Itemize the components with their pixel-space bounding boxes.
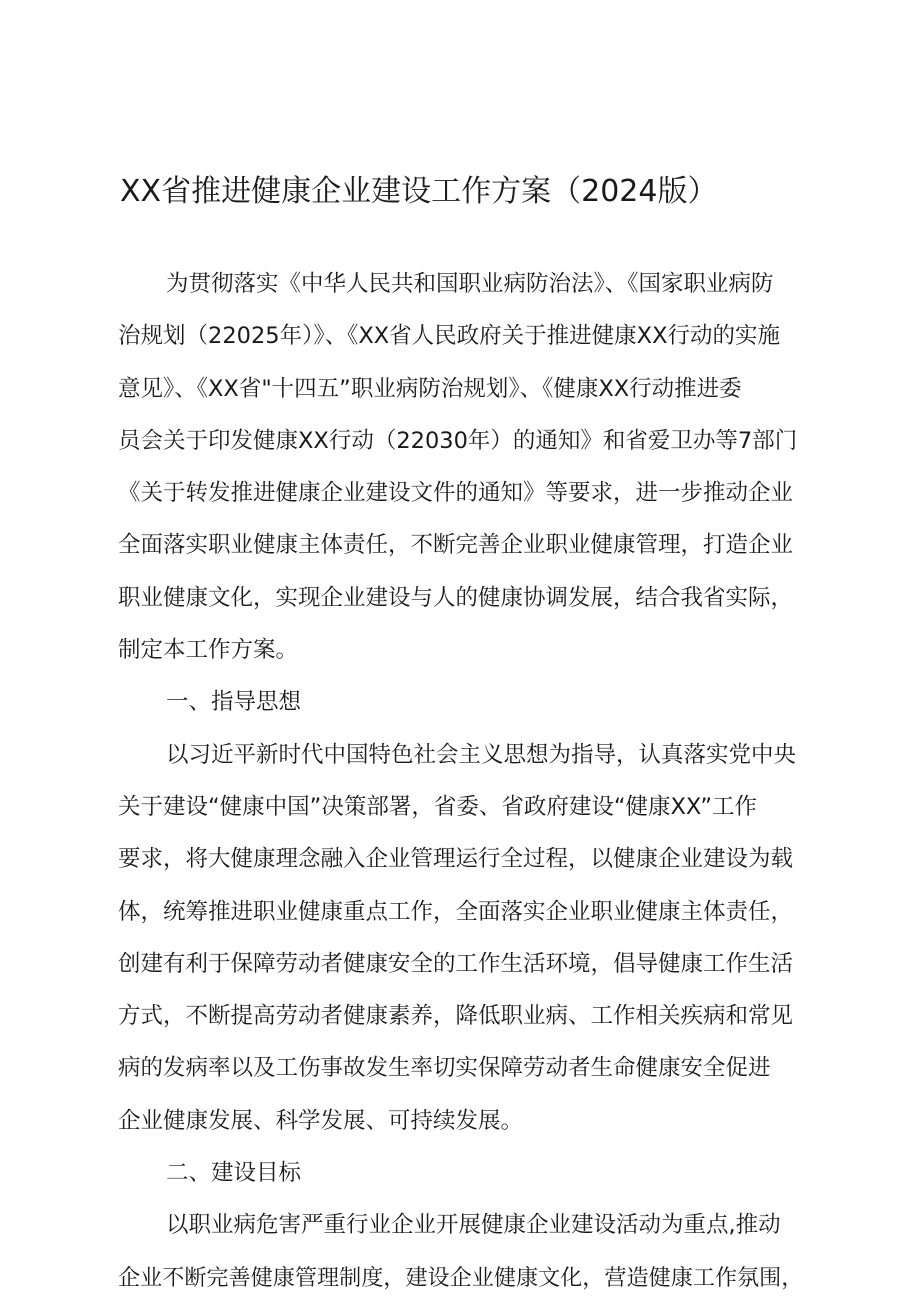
document-body <box>118 258 804 1304</box>
text-line: 制定本工作方案。 <box>118 637 299 664</box>
text-line: 为贯彻落实《中华人民共和国职业病防治法》、《国家职业病防 <box>166 271 774 297</box>
text-line: 关于建设“健康中国”决策部署，省委、省政府建设“健康XX”工作 <box>118 793 758 820</box>
text-line: 以习近平新时代中国特色社会主义思想为指导，认真落实党中央 <box>166 741 797 768</box>
text-line: 企业健康发展、科学发展、可持续发展。 <box>118 1107 524 1134</box>
text-line: 《关于转发推进健康企业建设文件的通知》等要求，进一步推动企业 <box>118 480 794 507</box>
text-line: 创建有利于保障劳动者健康安全的工作生活环境，倡导健康工作生活 <box>118 950 794 977</box>
text-line: 一、指导思想 <box>166 689 302 716</box>
text-line: 以职业病危害严重行业企业开展健康企业建设活动为重点,推动 <box>166 1212 781 1239</box>
text-line: 方式，不断提高劳动者健康素养，降低职业病、工作相关疾病和常见 <box>118 1003 794 1030</box>
text-line: 员会关于印发健康XX行动（22030年）的通知》和省爱卫办等7部门 <box>118 427 798 454</box>
text-line: 意见》、《XX省"十四五”职业病防治规划》、《健康XX行动推进委 <box>118 375 742 402</box>
text-line: 二、建设目标 <box>166 1160 302 1187</box>
text-line: 治规划（22025年）》、《XX省人民政府关于推进健康XX行动的实施 <box>118 323 780 350</box>
document-title: XX省推进健康企业建设工作方案（2024版） <box>120 174 718 209</box>
text-line: 企业不断完善健康管理制度，建设企业健康文化，营造健康工作氛围， <box>118 1264 804 1291</box>
text-line: 全面落实职业健康主体责任，不断完善企业职业健康管理，打造企业 <box>118 532 794 559</box>
text-line: 职业健康文化，实现企业建设与人的健康协调发展，结合我省实际， <box>118 584 794 611</box>
text-line: 病的发病率以及工伤事故发生率切实保障劳动者生命健康安全促进 <box>118 1055 771 1082</box>
text-line: 体，统筹推进职业健康重点工作，全面落实企业职业健康主体责任， <box>118 898 794 925</box>
text-line: 要求，将大健康理念融入企业管理运行全过程，以健康企业建设为载 <box>118 846 794 873</box>
